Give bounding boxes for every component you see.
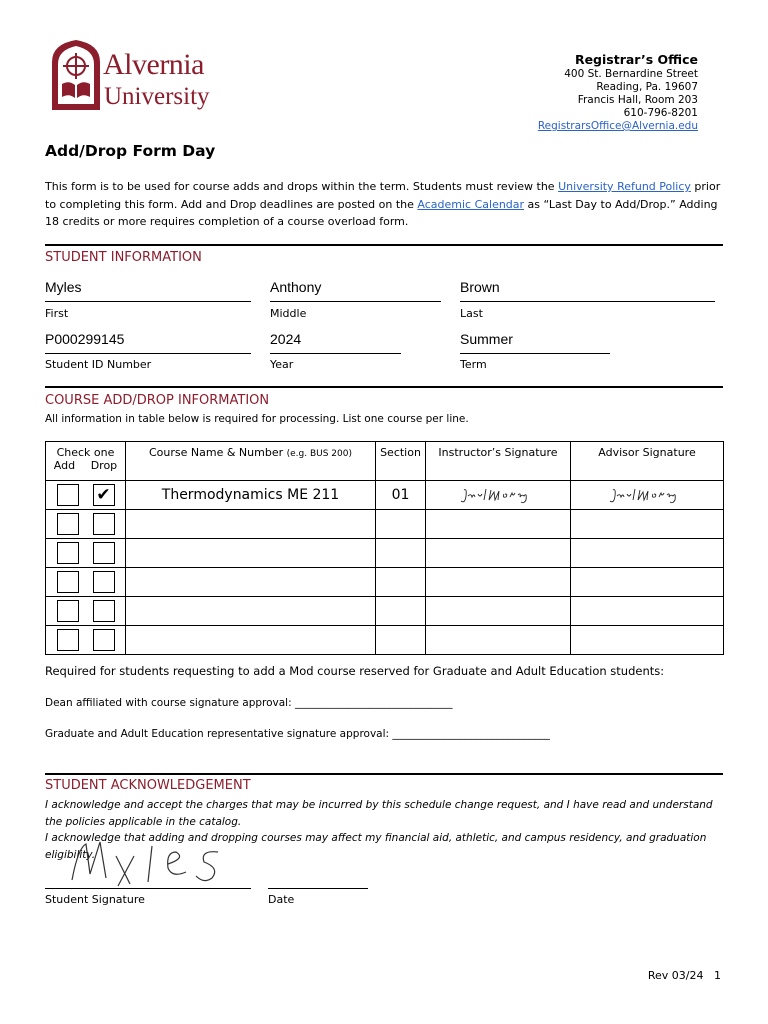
- middle-name-underline: [270, 301, 441, 302]
- course-header: [126, 442, 376, 481]
- intro-paragraph: [45, 178, 725, 231]
- table-row: [46, 481, 724, 510]
- add-checkbox[interactable]: [57, 629, 79, 651]
- course-name-cell[interactable]: [126, 597, 376, 626]
- drop-checkbox[interactable]: [93, 542, 115, 564]
- table-header-row: [46, 442, 724, 481]
- ack-line-1: I acknowledge and accept the charges that may be incurred by this schedule change request, and I have read and understand the policies applicable in the catalog.: [45, 799, 713, 828]
- gae-approval-line[interactable]: Graduate and Adult Education representative signature approval: ______________________________: [45, 728, 550, 740]
- mod-course-requirement: Required for students requesting to add a Mod course reserved for Graduate and Adult Education students:: [45, 664, 665, 678]
- logo-word-university: University: [104, 83, 210, 110]
- table-row: [46, 568, 724, 597]
- instructor-signature-cell[interactable]: [426, 539, 571, 568]
- page-number: 1: [714, 969, 721, 982]
- academic-calendar-link[interactable]: Academic Calendar: [417, 197, 525, 211]
- section-divider: [45, 244, 723, 246]
- advisor-signature-drawing: [607, 484, 687, 506]
- table-row: [46, 539, 724, 568]
- course-info-note: All information in table below is required for processing. List one course per line.: [45, 413, 469, 425]
- check-cell: [46, 510, 126, 539]
- instructor-signature-cell[interactable]: [426, 597, 571, 626]
- section-cell[interactable]: [376, 510, 426, 539]
- section-divider: [45, 386, 723, 388]
- add-checkbox[interactable]: [57, 484, 79, 506]
- check-one-header: [46, 442, 126, 481]
- term-underline: [460, 353, 610, 354]
- registrar-office-block: [538, 52, 698, 133]
- course-table: [45, 441, 724, 655]
- revision-label: Rev 03/24: [647, 969, 704, 982]
- refund-policy-link[interactable]: University Refund Policy: [558, 180, 691, 193]
- section-cell[interactable]: [376, 568, 426, 597]
- year-value[interactable]: 2024: [270, 331, 302, 347]
- advisor-signature-cell[interactable]: [571, 510, 724, 539]
- first-name-underline: [45, 301, 251, 302]
- drop-checkbox[interactable]: [93, 629, 115, 651]
- add-header: Add: [53, 459, 76, 472]
- add-checkbox[interactable]: [57, 542, 79, 564]
- first-name-value[interactable]: Myles: [45, 279, 82, 295]
- table-row: [46, 626, 724, 655]
- logo-crest-icon: [48, 38, 104, 112]
- section-cell[interactable]: [376, 539, 426, 568]
- section-divider: [45, 773, 723, 775]
- date-label: Date: [268, 893, 295, 906]
- intro-text-1: This form is to be used for course adds and drops within the term. Students must review the: [45, 180, 559, 193]
- instructor-signature-drawing: [458, 484, 538, 506]
- drop-checkbox[interactable]: ✔: [93, 484, 115, 506]
- course-header-label: Course Name & Number: [149, 446, 284, 459]
- check-cell: [46, 568, 126, 597]
- course-name-cell[interactable]: [126, 626, 376, 655]
- section-cell[interactable]: [376, 626, 426, 655]
- form-title: Add/Drop Form Day: [45, 142, 216, 160]
- intro-text-3: as “Last Day to Add/Drop.” Adding 18 credits or more requires completion of a course overload form.: [45, 197, 718, 228]
- office-building: Francis Hall, Room 203: [577, 94, 698, 106]
- drop-checkbox[interactable]: [93, 571, 115, 593]
- add-checkbox[interactable]: [57, 513, 79, 535]
- student-signature-label: Student Signature: [45, 893, 145, 906]
- instructor-signature-cell[interactable]: [426, 626, 571, 655]
- course-name-cell[interactable]: Thermodynamics ME 211: [126, 481, 376, 510]
- check-cell: [46, 597, 126, 626]
- logo-word-alvernia: Alvernia: [103, 48, 204, 81]
- advisor-signature-cell[interactable]: [571, 597, 724, 626]
- instructor-signature-cell[interactable]: [426, 510, 571, 539]
- middle-name-label: Middle: [270, 307, 307, 320]
- advisor-signature-cell[interactable]: [571, 626, 724, 655]
- office-street: 400 St. Bernardine Street: [564, 68, 698, 80]
- instructor-signature-cell[interactable]: [426, 481, 571, 510]
- course-name-cell[interactable]: [126, 568, 376, 597]
- student-id-underline: [45, 353, 251, 354]
- last-name-value[interactable]: Brown: [460, 279, 500, 295]
- date-underline[interactable]: [268, 888, 368, 889]
- student-id-label: Student ID Number: [45, 358, 152, 371]
- table-row: [46, 510, 724, 539]
- student-signature-drawing[interactable]: [68, 838, 228, 890]
- advisor-signature-cell[interactable]: [571, 481, 724, 510]
- course-header-example: (e.g. BUS 200): [286, 449, 352, 459]
- advisor-signature-cell[interactable]: [571, 568, 724, 597]
- section-header: Section: [376, 442, 426, 481]
- last-name-underline: [460, 301, 715, 302]
- student-info-heading: STUDENT INFORMATION: [45, 250, 202, 265]
- course-name-cell[interactable]: [126, 510, 376, 539]
- advisor-signature-cell[interactable]: [571, 539, 724, 568]
- ack-line-2: I acknowledge that adding and dropping courses may affect my financial aid, athletic, and campus residency, and graduation eligibility.: [45, 832, 707, 861]
- check-cell: [46, 626, 126, 655]
- year-underline: [270, 353, 401, 354]
- middle-name-value[interactable]: Anthony: [270, 279, 322, 295]
- office-email-link[interactable]: RegistrarsOffice@Alvernia.edu: [537, 120, 698, 132]
- office-phone: 610-796-8201: [623, 107, 698, 119]
- section-cell[interactable]: 01: [376, 481, 426, 510]
- check-cell: [46, 481, 126, 510]
- student-signature-underline: [45, 888, 251, 889]
- term-label: Term: [460, 358, 487, 371]
- office-city: Reading, Pa. 19607: [596, 81, 698, 93]
- ack-heading: STUDENT ACKNOWLEDGEMENT: [45, 778, 251, 793]
- advisor-signature-header: Advisor Signature: [571, 442, 724, 481]
- office-title: Registrar’s Office: [574, 52, 698, 67]
- table-row: [46, 597, 724, 626]
- course-name-cell[interactable]: [126, 539, 376, 568]
- last-name-label: Last: [460, 307, 483, 320]
- dean-approval-line[interactable]: Dean affiliated with course signature approval: ______________________________: [45, 697, 453, 709]
- student-id-value[interactable]: P000299145: [45, 331, 125, 347]
- drop-checkbox[interactable]: [93, 600, 115, 622]
- page-footer: [648, 969, 721, 982]
- drop-header: Drop: [90, 459, 118, 472]
- add-checkbox[interactable]: [57, 571, 79, 593]
- course-info-heading: COURSE ADD/DROP INFORMATION: [45, 393, 270, 408]
- first-name-label: First: [45, 307, 69, 320]
- instructor-signature-header: Instructor’s Signature: [426, 442, 571, 481]
- instructor-signature-cell[interactable]: [426, 568, 571, 597]
- check-one-label: Check one: [56, 446, 115, 459]
- drop-checkbox[interactable]: [93, 513, 115, 535]
- intro-text-2: prior to completing this form. Add and Drop deadlines are posted on the: [45, 180, 721, 211]
- check-cell: [46, 539, 126, 568]
- term-value[interactable]: Summer: [460, 331, 513, 347]
- year-label: Year: [270, 358, 294, 371]
- section-cell[interactable]: [376, 597, 426, 626]
- add-checkbox[interactable]: [57, 600, 79, 622]
